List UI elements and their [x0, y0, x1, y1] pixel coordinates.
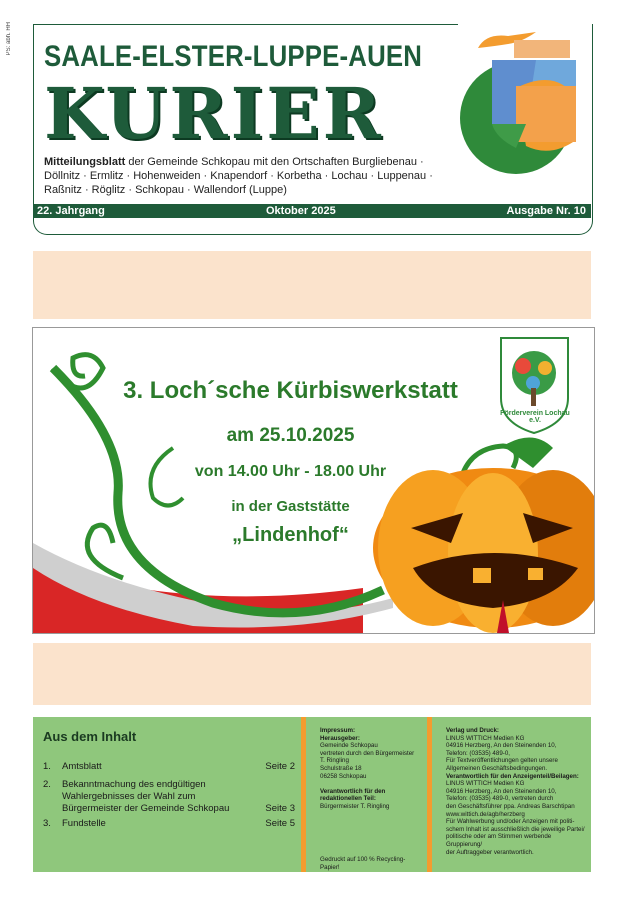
- verlag-line: www.wittich.de/agb/herzberg: [446, 810, 525, 818]
- verlag-line: LINUS WITTICH Medien KG: [446, 780, 525, 788]
- contents-title: Aus dem Inhalt: [43, 729, 137, 744]
- issue-number: Ausgabe Nr. 10: [506, 205, 586, 217]
- publisher-line: vertreten durch den Bürgermeister: [320, 749, 415, 757]
- volume-label: 22. Jahrgang: [37, 205, 105, 217]
- side-code: PS: abh. HH: [6, 22, 12, 56]
- info-bar: [33, 204, 591, 218]
- verlag-line: Allgemeinen Geschäftsbedingungen.: [446, 764, 548, 772]
- toc-item-text: Bekanntmachung des endgültigen Wahlergebnisses der Wahl zum Bürgermeister der Gemeinde Schkopau: [62, 779, 230, 814]
- verlag-line: der Auftraggeber verantwortlich.: [446, 848, 534, 856]
- verlag-line: 04916 Herzberg, An den Steinenden 10,: [446, 787, 557, 795]
- verlag-line: LINUS WITTICH Medien KG: [446, 734, 525, 742]
- ad-time: von 14.00 Uhr - 18.00 Uhr: [194, 463, 387, 480]
- table-of-contents: [33, 717, 301, 872]
- verlag-line: politische oder am Stimmen werbende Gruppierung/: [446, 833, 552, 848]
- impressum-heading: Impressum:: [320, 727, 356, 734]
- verlag-line: Für Textveröffentlichungen gelten unsere: [446, 757, 558, 765]
- toc-item[interactable]: [43, 818, 295, 830]
- publisher-line: Schulstraße 18: [320, 764, 362, 772]
- verlag-line: schem Inhalt ist ausschließlich die jeweilige Partei/: [446, 825, 585, 833]
- toc-item[interactable]: [43, 779, 295, 815]
- publisher-line: Gemeinde Schkopau: [320, 742, 378, 750]
- toc-item-page: Seite 3: [265, 803, 295, 814]
- toc-item-page: Seite 5: [265, 818, 295, 829]
- publisher-line: T. Ringling: [320, 757, 349, 765]
- association-badge-text: Förderverein Lochau e.V.: [500, 410, 570, 424]
- publisher-label: Herausgeber:: [320, 734, 360, 742]
- toc-item-text: Amtsblatt: [62, 761, 102, 772]
- issue-month: Oktober 2025: [266, 205, 336, 217]
- subtitle-bold: Mitteilungsblatt: [44, 156, 126, 168]
- verlag-line: 04916 Herzberg, An den Steinenden 10,: [446, 742, 557, 750]
- editorial-label: Verantwortlich für den redaktionellen Teil:: [320, 787, 386, 803]
- publisher-text: [446, 727, 588, 856]
- publisher-line: 06258 Schkopau: [320, 772, 367, 780]
- masthead-title: KURIER: [44, 72, 384, 155]
- toc-item-number: 2.: [43, 779, 51, 790]
- toc-item-number: 1.: [43, 761, 51, 772]
- verlag-line: Telefon: (03535) 489-0, vertreten durch: [446, 795, 554, 803]
- publisher-panel: [432, 717, 591, 872]
- masthead-subtitle: [44, 155, 454, 197]
- toc-item-page: Seite 2: [265, 761, 295, 772]
- toc-item-number: 3.: [43, 818, 51, 829]
- impressum-panel: [306, 717, 427, 872]
- ad-place: in der Gaststätte: [231, 498, 350, 515]
- ad-date: am 25.10.2025: [226, 425, 355, 446]
- impressum-text: [320, 727, 424, 811]
- ad-placeholder-top: [33, 251, 591, 319]
- ads-label: Verantwortlich für den Anzeigenteil/Beilagen:: [446, 772, 579, 780]
- masthead-topline: [33, 24, 458, 25]
- verlag-line: den Geschäftsführer ppa. Andreas Barschtipan: [446, 802, 575, 810]
- ad-venue: „Lindenhof“: [232, 524, 349, 546]
- toc-item[interactable]: [43, 761, 295, 773]
- ad-title: 3. Loch´sche Kürbiswerkstatt: [123, 377, 458, 404]
- verlag-line: Für Wahlwerbung und/oder Anzeigen mit politi-: [446, 818, 575, 826]
- ad-placeholder-bottom: [33, 643, 591, 705]
- verlag-line: Telefon: (03535) 489-0,: [446, 749, 510, 757]
- subtitle-rest: der Gemeinde Schkopau mit den Ortschaften Burgliebenau · Döllnitz · Ermlitz · Hohenweiden · Knapendorf · Korbetha · Lochau · Luppenau · Raßnitz · Röglitz · Schkopau · Wallendorf (Luppe): [44, 156, 433, 196]
- paper-note: Gedruckt auf 100 % Recycling-Papier!: [320, 856, 406, 871]
- editorial-name: Bürgermeister T. Ringling: [320, 802, 390, 810]
- verlag-heading: Verlag und Druck:: [446, 727, 499, 734]
- logo-icon: [456, 28, 586, 178]
- event-advertisement: [32, 327, 595, 634]
- masthead-supertitle: SAALE-ELSTER-LUPPE-AUEN: [44, 40, 423, 73]
- municipal-logo: [456, 28, 586, 178]
- toc-item-text: Fundstelle: [62, 818, 106, 829]
